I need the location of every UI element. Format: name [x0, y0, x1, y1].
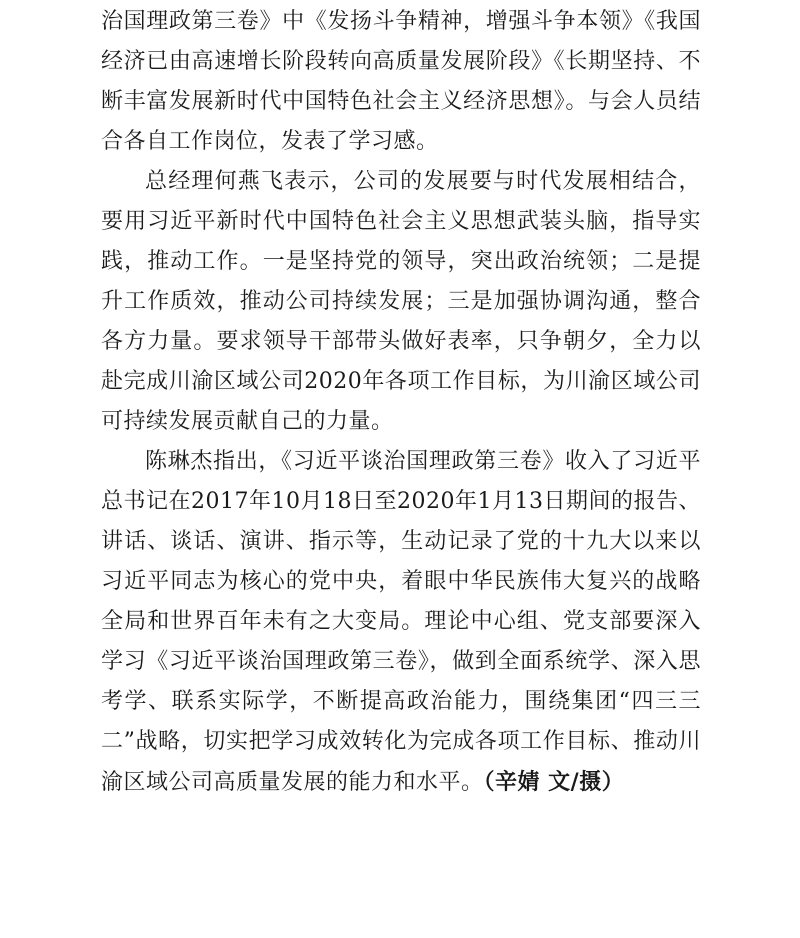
paragraph-text: 治国理政第三卷》中《发扬斗争精神，增强斗争本领》《我国经济已由高速增长阶段转向高质量发展阶段》《长期坚持、不断丰富发展新时代中国特色社会主义经济思想》。与会人员结合各自工作岗位，发表了学习感。	[101, 9, 701, 154]
paragraph-text: 总经理何燕飞表示，公司的发展要与时代发展相结合，要用习近平新时代中国特色社会主义思想武装头脑，指导实践，推动工作。一是坚持党的领导，突出政治统领；二是提升工作质效，推动公司持续发展；三是加强协调沟通，整合各方力量。要求领导干部带头做好表率，只争朝夕，全力以赴完成川渝区域公司2020年各项工作目标，为川渝区域公司可持续发展贡献自己的力量。	[101, 169, 701, 434]
paragraph-continuation	[101, 2, 701, 162]
paragraph-general-manager	[101, 162, 701, 442]
paragraph-text: 陈琳杰指出，《习近平谈治国理政第三卷》收入了习近平总书记在2017年10月18日至2020年1月13日期间的报告、讲话、谈话、演讲、指示等，生动记录了党的十九大以来以习近平同志为核心的党中央，着眼中华民族伟大复兴的战略全局和世界百年未有之大变局。理论中心组、党支部要深入学习《习近平谈治国理政第三卷》，做到全面系统学、深入思考学、联系实际学，不断提高政治能力，围绕集团“四三三二”战略，切实把学习成效转化为完成各项工作目标、推动川渝区域公司高质量发展的能力和水平。	[101, 449, 701, 795]
paragraph-chen-linjie	[101, 442, 701, 803]
document-page	[101, 2, 701, 803]
author-byline: （辛婧 文/摄）	[483, 769, 625, 795]
